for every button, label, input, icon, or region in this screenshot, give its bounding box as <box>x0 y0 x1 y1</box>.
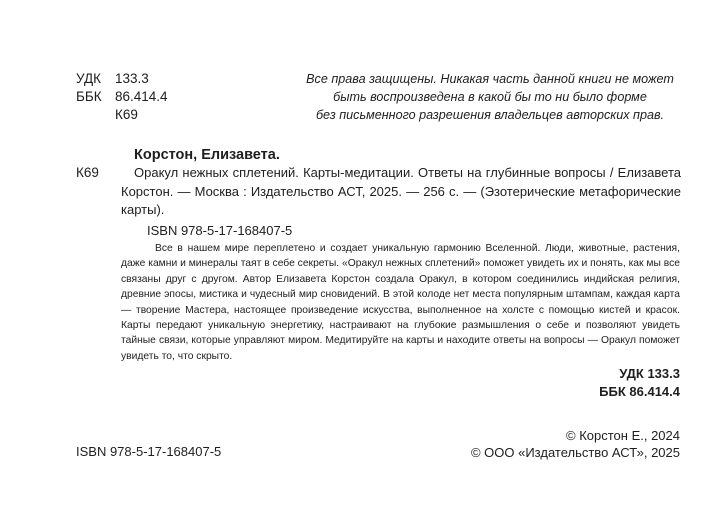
rights-line-1: Все права защищены. Никакая часть данной книги не может <box>306 72 674 86</box>
author-heading: Корстон, Елизавета. <box>134 147 280 163</box>
rights-notice <box>300 70 680 124</box>
udk-label: УДК <box>76 71 101 86</box>
bold-udk: УДК 133.3 <box>619 366 680 381</box>
bold-bbk: ББК 86.414.4 <box>599 384 680 399</box>
copyright-author: © Корстон Е., 2024 <box>566 428 680 443</box>
author-mark-top: К69 <box>115 107 138 122</box>
bbk-value: 86.414.4 <box>115 89 168 104</box>
bibliographic-description: Оракул нежных сплетений. Карты-медитации. Ответы на глубинные вопросы / Елизавета Корстон. — Москва : Издательство АСТ, 2025. — 256 с. — (Эзотерические метафорические карты). <box>121 165 681 217</box>
entry-isbn: ISBN 978-5-17-168407-5 <box>147 223 293 238</box>
udk-value: 133.3 <box>115 71 149 86</box>
bbk-label: ББК <box>76 89 102 104</box>
copyright-publisher: © ООО «Издательство АСТ», 2025 <box>470 445 680 460</box>
author-mark-left: К69 <box>76 165 99 180</box>
rights-line-3: без письменного разрешения владельцев авторских прав. <box>315 108 665 122</box>
footer-isbn: ISBN 978-5-17-168407-5 <box>76 444 222 459</box>
rights-line-2: быть воспроизведена в какой бы то ни было форме <box>333 90 647 104</box>
annotation: Все в нашем мире переплетено и создает уникальную гармонию Вселенной. Люди, животные, растения, даже камни и минералы таят в себе секреты. «Оракул нежных сплетений» поможет увидеть их и понять, как мы все связаны друг с другом. Автор Елизавета Корстон создала Оракул, в котором соединились индийская религия, древние эпосы, мистика и чудесный мир сновидений. В этой колоде нет места популярным штампам, каждая карта — творение Мастера, настоящее произведение искусства, выполненное на холсте с помощью кистей и красок. Карты передают уникальную энергетику, настраивают на глубокие размышления о себе и позволяют увидеть тайные связи, которые управляют миром. Медитируйте на карты и находите ответы на вопросы — Оракул поможет увидеть то, что скрыто. <box>121 243 680 362</box>
